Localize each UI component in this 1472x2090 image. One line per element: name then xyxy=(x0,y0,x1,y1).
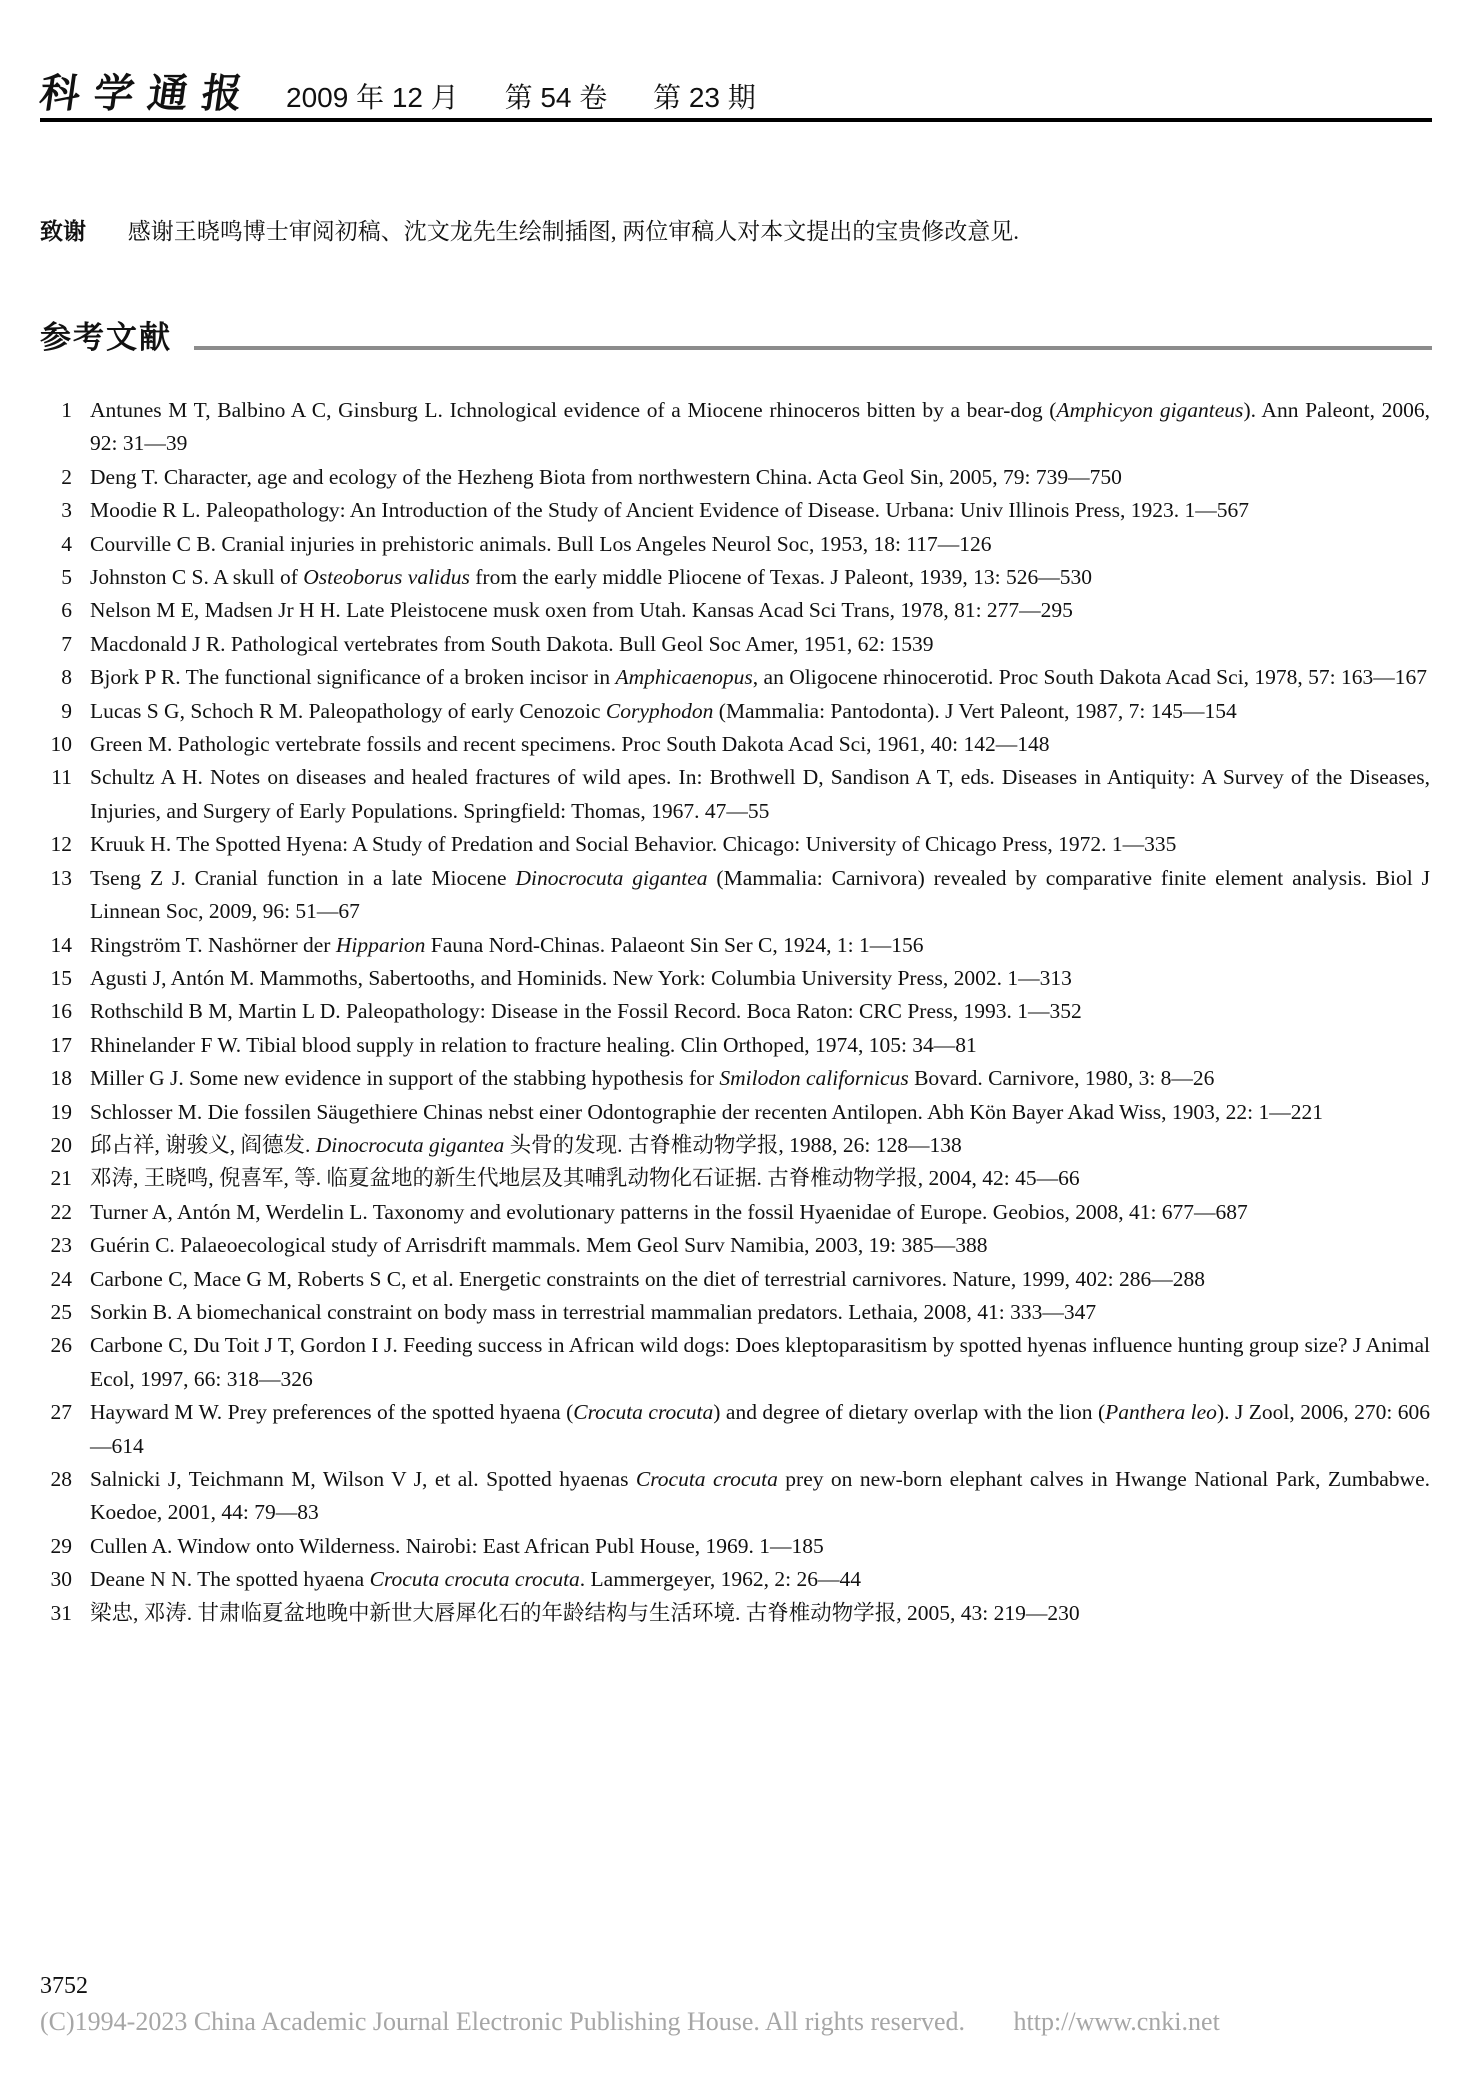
reference-number: 26 xyxy=(50,1333,72,1358)
reference-number: 22 xyxy=(50,1199,72,1224)
issue-info xyxy=(286,84,756,114)
reference-text: Guérin C. Palaeoecological study of Arrisdrift mammals. Mem Geol Surv Namibia, 2003, 19: 385—388 xyxy=(90,1233,988,1258)
reference-number: 24 xyxy=(50,1266,72,1291)
reference-item xyxy=(40,1196,1430,1229)
reference-number: 1 xyxy=(61,398,72,422)
reference-number: 11 xyxy=(51,765,72,790)
reference-text: Tseng Z J. Cranial function in a late Miocene Dinocrocuta gigantea (Mammalia: Carnivora) revealed by comparative finite element analysis. Biol J Linnean Soc, 2009, 96: 51—67 xyxy=(90,865,1430,924)
reference-number: 12 xyxy=(50,832,72,857)
reference-text: Deng T. Character, age and ecology of the Hezheng Biota from northwestern China. Acta Geol Sin, 2005, 79: 739—750 xyxy=(90,464,1122,489)
reference-number: 9 xyxy=(61,698,72,723)
reference-item xyxy=(40,1463,1430,1530)
reference-text: 梁忠, 邓涛. 甘肃临夏盆地晚中新世大唇犀化石的年龄结构与生活环境. 古脊椎动物学报, 2005, 43: 219—230 xyxy=(90,1600,1080,1625)
references-heading-rule xyxy=(194,346,1432,350)
reference-item xyxy=(40,394,1430,461)
reference-number: 8 xyxy=(61,665,72,690)
reference-text: 邓涛, 王晓鸣, 倪喜军, 等. 临夏盆地的新生代地层及其哺乳动物化石证据. 古脊椎动物学报, 2004, 42: 45—66 xyxy=(90,1166,1080,1191)
references-title: 参考文献 xyxy=(40,320,172,355)
reference-item xyxy=(40,594,1430,627)
cnki-url: http://www.cnki.net xyxy=(1013,2007,1220,2036)
reference-number: 21 xyxy=(50,1166,72,1191)
reference-text: Courville C B. Cranial injuries in prehistoric animals. Bull Los Angeles Neurol Soc, 1953, 18: 117—126 xyxy=(90,531,992,556)
reference-number: 16 xyxy=(50,999,72,1024)
reference-text: Ringström T. Nashörner der Hipparion Fauna Nord-Chinas. Palaeont Sin Ser C, 1924, 1: 1—156 xyxy=(90,932,924,957)
reference-number: 20 xyxy=(50,1132,72,1157)
acknowledgments-label: 致谢 xyxy=(40,219,86,244)
reference-item xyxy=(40,1229,1430,1262)
reference-text: Carbone C, Du Toit J T, Gordon I J. Feeding success in African wild dogs: Does kleptoparasitism by spotted hyenas influence hunting group size? J Animal Ecol, 1997, 66: 318—326 xyxy=(90,1333,1430,1391)
reference-number: 4 xyxy=(61,531,72,556)
reference-item xyxy=(40,528,1430,561)
issue-date: 2009 年 12 月 xyxy=(286,82,459,113)
reference-text: Deane N N. The spotted hyaena Crocuta crocuta crocuta. Lammergeyer, 1962, 2: 26—44 xyxy=(90,1567,861,1592)
reference-item xyxy=(40,728,1430,761)
reference-item xyxy=(40,494,1430,527)
reference-text: Salnicki J, Teichmann M, Wilson V J, et al. Spotted hyaenas Crocuta crocuta prey on new-born elephant calves in Hwange National Park, Zumbabwe. Koedoe, 2001, 44: 79—83 xyxy=(90,1467,1430,1525)
reference-number: 30 xyxy=(50,1567,72,1592)
reference-text: Kruuk H. The Spotted Hyena: A Study of Predation and Social Behavior. Chicago: University of Chicago Press, 1972. 1—335 xyxy=(90,832,1177,857)
issue-volume: 第 54 卷 xyxy=(504,82,608,113)
reference-text: Turner A, Antón M, Werdelin L. Taxonomy and evolutionary patterns in the fossil Hyaenidae of Europe. Geobios, 2008, 41: 677—687 xyxy=(90,1199,1248,1224)
page-header xyxy=(36,64,1432,122)
reference-number: 13 xyxy=(50,865,72,890)
reference-number: 10 xyxy=(50,732,72,757)
reference-text: Bjork P R. The functional significance of a broken incisor in Amphicaenopus, an Oligocene rhinocerotid. Proc South Dakota Acad Sci, 1978, 57: 163—167 xyxy=(90,665,1427,690)
reference-item xyxy=(40,561,1430,594)
reference-text: Johnston C S. A skull of Osteoborus validus from the early middle Pliocene of Texas. J Paleont, 1939, 13: 526—530 xyxy=(90,565,1092,590)
reference-item xyxy=(40,1530,1430,1563)
reference-number: 6 xyxy=(61,598,72,623)
reference-text: Cullen A. Window onto Wilderness. Nairobi: East African Publ House, 1969. 1—185 xyxy=(90,1533,824,1558)
reference-number: 27 xyxy=(50,1400,72,1425)
reference-number: 29 xyxy=(50,1533,72,1558)
reference-item xyxy=(40,1129,1430,1162)
reference-number: 28 xyxy=(50,1467,72,1491)
reference-text: Lucas S G, Schoch R M. Paleopathology of early Cenozoic Coryphodon (Mammalia: Pantodonta). J Vert Paleont, 1987, 7: 145—154 xyxy=(90,698,1237,723)
reference-number: 15 xyxy=(50,965,72,990)
reference-item xyxy=(40,461,1430,494)
reference-number: 17 xyxy=(50,1032,72,1057)
reference-item xyxy=(40,695,1430,728)
reference-text: Rhinelander F W. Tibial blood supply in relation to fracture healing. Clin Orthoped, 1974, 105: 34—81 xyxy=(90,1032,977,1057)
references-heading xyxy=(40,322,1432,353)
reference-text: Sorkin B. A biomechanical constraint on body mass in terrestrial mammalian predators. Lethaia, 2008, 41: 333—347 xyxy=(90,1299,1097,1324)
reference-text: Carbone C, Mace G M, Roberts S C, et al. Energetic constraints on the diet of terrestrial carnivores. Nature, 1999, 402: 286—288 xyxy=(90,1266,1205,1291)
reference-item xyxy=(40,1396,1430,1463)
reference-item xyxy=(40,1062,1430,1095)
reference-number: 23 xyxy=(50,1233,72,1258)
acknowledgments-text: 感谢王晓鸣博士审阅初稿、沈文龙先生绘制插图, 两位审稿人对本文提出的宝贵修改意见. xyxy=(127,219,1019,244)
reference-number: 19 xyxy=(50,1099,72,1124)
reference-number: 2 xyxy=(61,464,72,489)
reference-number: 14 xyxy=(50,932,72,957)
reference-item xyxy=(40,1563,1430,1596)
reference-text: 邱占祥, 谢骏义, 阎德发. Dinocrocuta gigantea 头骨的发现. 古脊椎动物学报, 1988, 26: 128—138 xyxy=(90,1132,962,1157)
reference-text: Nelson M E, Madsen Jr H H. Late Pleistocene musk oxen from Utah. Kansas Acad Sci Trans, 1978, 81: 277—295 xyxy=(90,598,1073,623)
reference-text: Green M. Pathologic vertebrate fossils and recent specimens. Proc South Dakota Acad Sci, 1961, 40: 142—148 xyxy=(90,732,1050,757)
reference-text: Miller G J. Some new evidence in support of the stabbing hypothesis for Smilodon californicus Bovard. Carnivore, 1980, 3: 8—26 xyxy=(90,1066,1215,1091)
references-list xyxy=(40,394,1430,1630)
reference-text: Schultz A H. Notes on diseases and healed fractures of wild apes. In: Brothwell D, Sandison A T, eds. Diseases in Antiquity: A Survey of the Diseases, Injuries, and Surgery of Early Populations. Springfield: Thomas, 1967. 47—55 xyxy=(90,765,1430,823)
reference-item xyxy=(40,1597,1430,1630)
reference-number: 7 xyxy=(61,631,72,656)
reference-text: Hayward M W. Prey preferences of the spotted hyaena (Crocuta crocuta) and degree of dietary overlap with the lion (Panthera leo). J Zool, 2006, 270: 606—614 xyxy=(90,1400,1431,1458)
reference-item xyxy=(40,1029,1430,1062)
reference-text: Schlosser M. Die fossilen Säugethiere Chinas nebst einer Odontographie der recenten Antilopen. Abh Kön Bayer Akad Wiss, 1903, 22: 1—221 xyxy=(90,1099,1323,1124)
reference-item xyxy=(40,862,1430,929)
copyright-line xyxy=(40,2006,1432,2037)
reference-text: Macdonald J R. Pathological vertebrates from South Dakota. Bull Geol Soc Amer, 1951, 62: 1539 xyxy=(90,631,934,656)
reference-item xyxy=(40,1162,1430,1195)
reference-item xyxy=(40,761,1430,828)
copyright-text: (C)1994-2023 China Academic Journal Electronic Publishing House. All rights reserved. xyxy=(40,2007,965,2036)
reference-item xyxy=(40,1296,1430,1329)
issue-number: 第 23 期 xyxy=(653,82,756,113)
reference-text: Moodie R L. Paleopathology: An Introduction of the Study of Ancient Evidence of Disease. Urbana: Univ Illinois Press, 1923. 1—567 xyxy=(90,498,1250,523)
reference-item xyxy=(40,828,1430,861)
reference-text: Antunes M T, Balbino A C, Ginsburg L. Ichnological evidence of a Miocene rhinoceros bitten by a bear-dog (Amphicyon giganteus). Ann Paleont, 2006, 92: 31—39 xyxy=(90,398,1430,456)
reference-number: 3 xyxy=(61,498,72,523)
reference-number: 18 xyxy=(50,1066,72,1091)
acknowledgments xyxy=(40,216,1432,248)
reference-item xyxy=(40,1329,1430,1396)
reference-number: 31 xyxy=(50,1600,72,1625)
reference-number: 25 xyxy=(50,1299,72,1324)
reference-item xyxy=(40,1096,1430,1129)
reference-text: Rothschild B M, Martin L D. Paleopathology: Disease in the Fossil Record. Boca Raton: CRC Press, 1993. 1—352 xyxy=(90,999,1082,1024)
reference-item xyxy=(40,962,1430,995)
reference-item xyxy=(40,929,1430,962)
reference-item xyxy=(40,995,1430,1028)
reference-item xyxy=(40,628,1430,661)
reference-number: 5 xyxy=(61,565,72,590)
reference-item xyxy=(40,1263,1430,1296)
reference-text: Agusti J, Antón M. Mammoths, Sabertooths, and Hominids. New York: Columbia University Press, 2002. 1—313 xyxy=(90,965,1072,990)
page-number: 3752 xyxy=(40,1973,88,1999)
journal-logo: 科学通报 xyxy=(36,71,260,116)
reference-item xyxy=(40,661,1430,694)
